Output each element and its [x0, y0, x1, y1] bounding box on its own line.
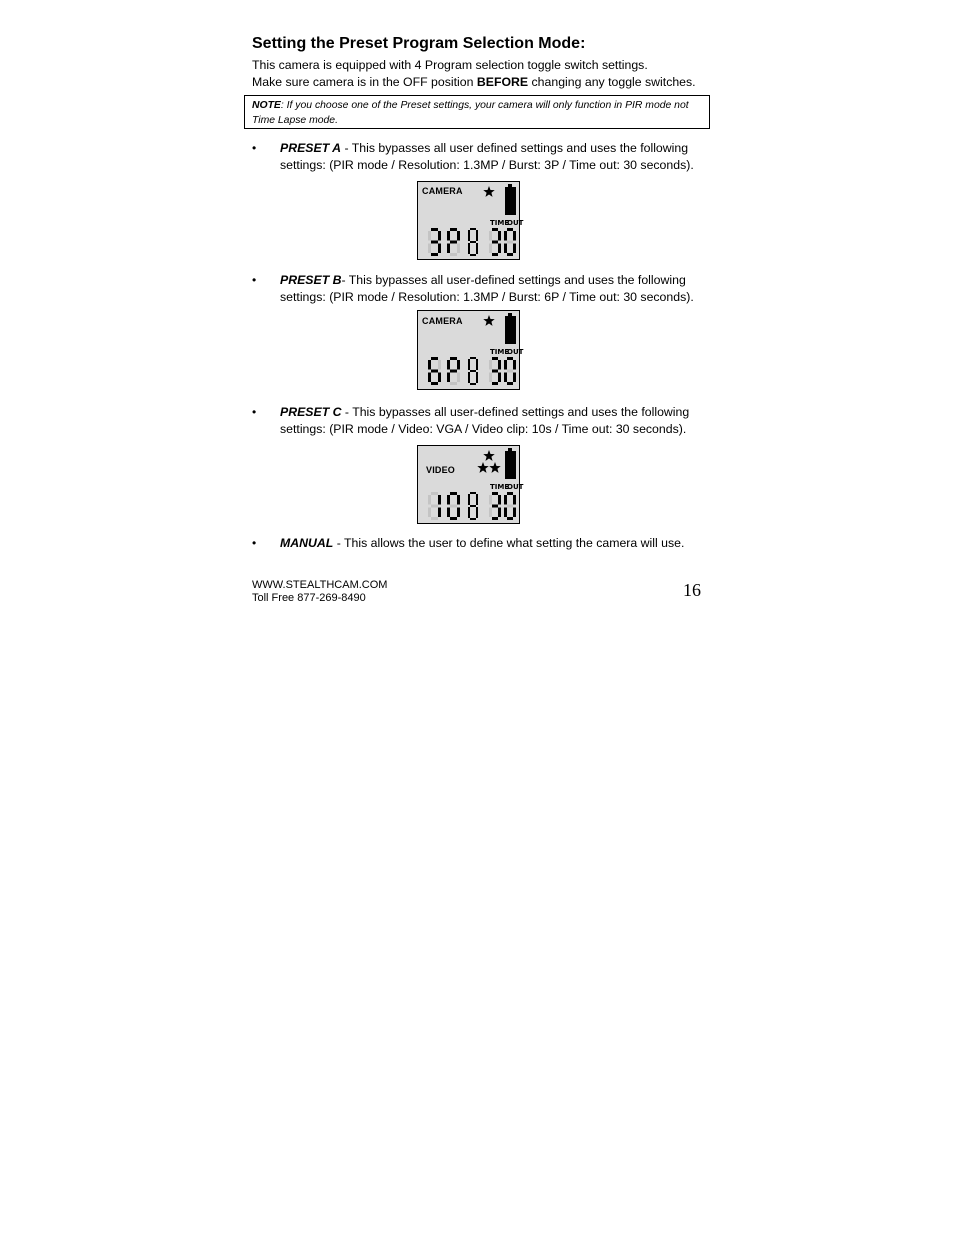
lcd-segment-panel: [418, 446, 524, 523]
footer-phone: Toll Free 877-269-8490: [252, 592, 366, 604]
lcd-time-label: TIME: [490, 219, 510, 227]
manual-text: - This allows the user to define what setting the camera will use.: [333, 536, 685, 550]
list-item-preset-a: [252, 140, 712, 174]
lcd-display-preset-a: [417, 181, 524, 260]
lcd-ghost-digit: [468, 357, 478, 385]
lcd-time-label: TIME: [490, 348, 510, 356]
star-icon: [489, 462, 500, 473]
bullet-icon: •: [252, 141, 257, 155]
battery-icon: [505, 184, 516, 215]
star-icon: [483, 186, 494, 197]
lcd-segment-panel: [418, 311, 524, 389]
lcd-timeout-digit: [504, 357, 516, 385]
preset-b-text: - This bypasses all user-defined settings and uses the following settings: (PIR mode / Resolution: 1.3MP / Burst: 6P / Time out: 30 seconds).: [280, 273, 694, 304]
footer-contact: [252, 579, 387, 605]
lcd-display-preset-c: [417, 445, 524, 524]
bullet-icon: •: [252, 536, 257, 550]
lcd-mode-label: CAMERA: [422, 316, 463, 326]
lcd-out-label: OUT: [507, 219, 524, 227]
preset-a-text: - This bypasses all user defined settings and uses the following settings: (PIR mode / Resolution: 1.3MP / Burst: 3P / Time out: 30 seconds).: [280, 141, 694, 172]
lcd-mode-label: VIDEO: [426, 465, 456, 475]
lcd-mode-label: CAMERA: [422, 186, 463, 196]
preset-c-text: - This bypasses all user-defined settings and uses the following settings: (PIR mode / Video: VGA / Video clip: 10s / Time out: 30 seconds).: [280, 405, 690, 436]
list-item-preset-b: [252, 272, 712, 306]
page-heading: Setting the Preset Program Selection Mode:: [252, 35, 586, 52]
list-item-preset-c: [252, 404, 712, 438]
lcd-time-label: TIME: [490, 483, 510, 491]
preset-c-description: [280, 404, 710, 438]
note-label: NOTE: [252, 100, 281, 111]
note-box: [244, 95, 710, 129]
battery-icon: [505, 313, 516, 344]
note-text: : If you choose one of the Preset settings, your camera will only function in PIR mode not Time Lapse mode.: [252, 100, 689, 126]
lcd-display-preset-b: [417, 310, 524, 390]
lcd-main-digit: [447, 357, 460, 385]
intro-line-2-start: Make sure camera is in the OFF position: [252, 75, 477, 89]
list-item-manual: [252, 535, 722, 552]
lcd-main-digit: [447, 492, 460, 520]
battery-icon: [505, 448, 516, 479]
intro-line-1: This camera is equipped with 4 Program selection toggle switch settings.: [252, 58, 648, 72]
preset-c-label: PRESET C: [280, 405, 342, 419]
lcd-timeout-digit: [489, 228, 501, 256]
star-icon: [477, 462, 488, 473]
lcd-ghost-digit: [468, 492, 478, 520]
page-number: 16: [683, 580, 701, 600]
intro-line-2: [252, 74, 696, 91]
preset-b-label: PRESET B: [280, 273, 342, 287]
preset-b-description: [280, 272, 710, 306]
lcd-main-digit: [428, 492, 441, 520]
lcd-out-label: OUT: [507, 483, 524, 491]
lcd-timeout-digit: [489, 357, 501, 385]
star-icon: [483, 315, 494, 326]
lcd-out-label: OUT: [507, 348, 524, 356]
preset-a-description: [280, 140, 710, 174]
preset-a-label: PRESET A: [280, 141, 342, 155]
manual-description: [280, 535, 720, 552]
lcd-timeout-digit: [504, 492, 516, 520]
star-icon: [483, 450, 494, 461]
bullet-icon: •: [252, 405, 257, 419]
lcd-timeout-digit: [489, 492, 501, 520]
lcd-segment-panel: [418, 182, 524, 259]
lcd-main-digit: [447, 228, 460, 256]
lcd-ghost-digit: [468, 228, 478, 256]
lcd-main-digit: [428, 228, 441, 256]
lcd-timeout-digit: [504, 228, 516, 256]
intro-before-emphasis: BEFORE: [476, 75, 529, 89]
intro-line-2-end: changing any toggle switches.: [528, 75, 696, 89]
footer-website: WWW.STEALTHCAM.COM: [252, 579, 388, 591]
lcd-main-digit: [428, 357, 441, 385]
manual-label: MANUAL: [280, 536, 334, 550]
bullet-icon: •: [252, 273, 257, 287]
intro-text: [252, 57, 696, 91]
